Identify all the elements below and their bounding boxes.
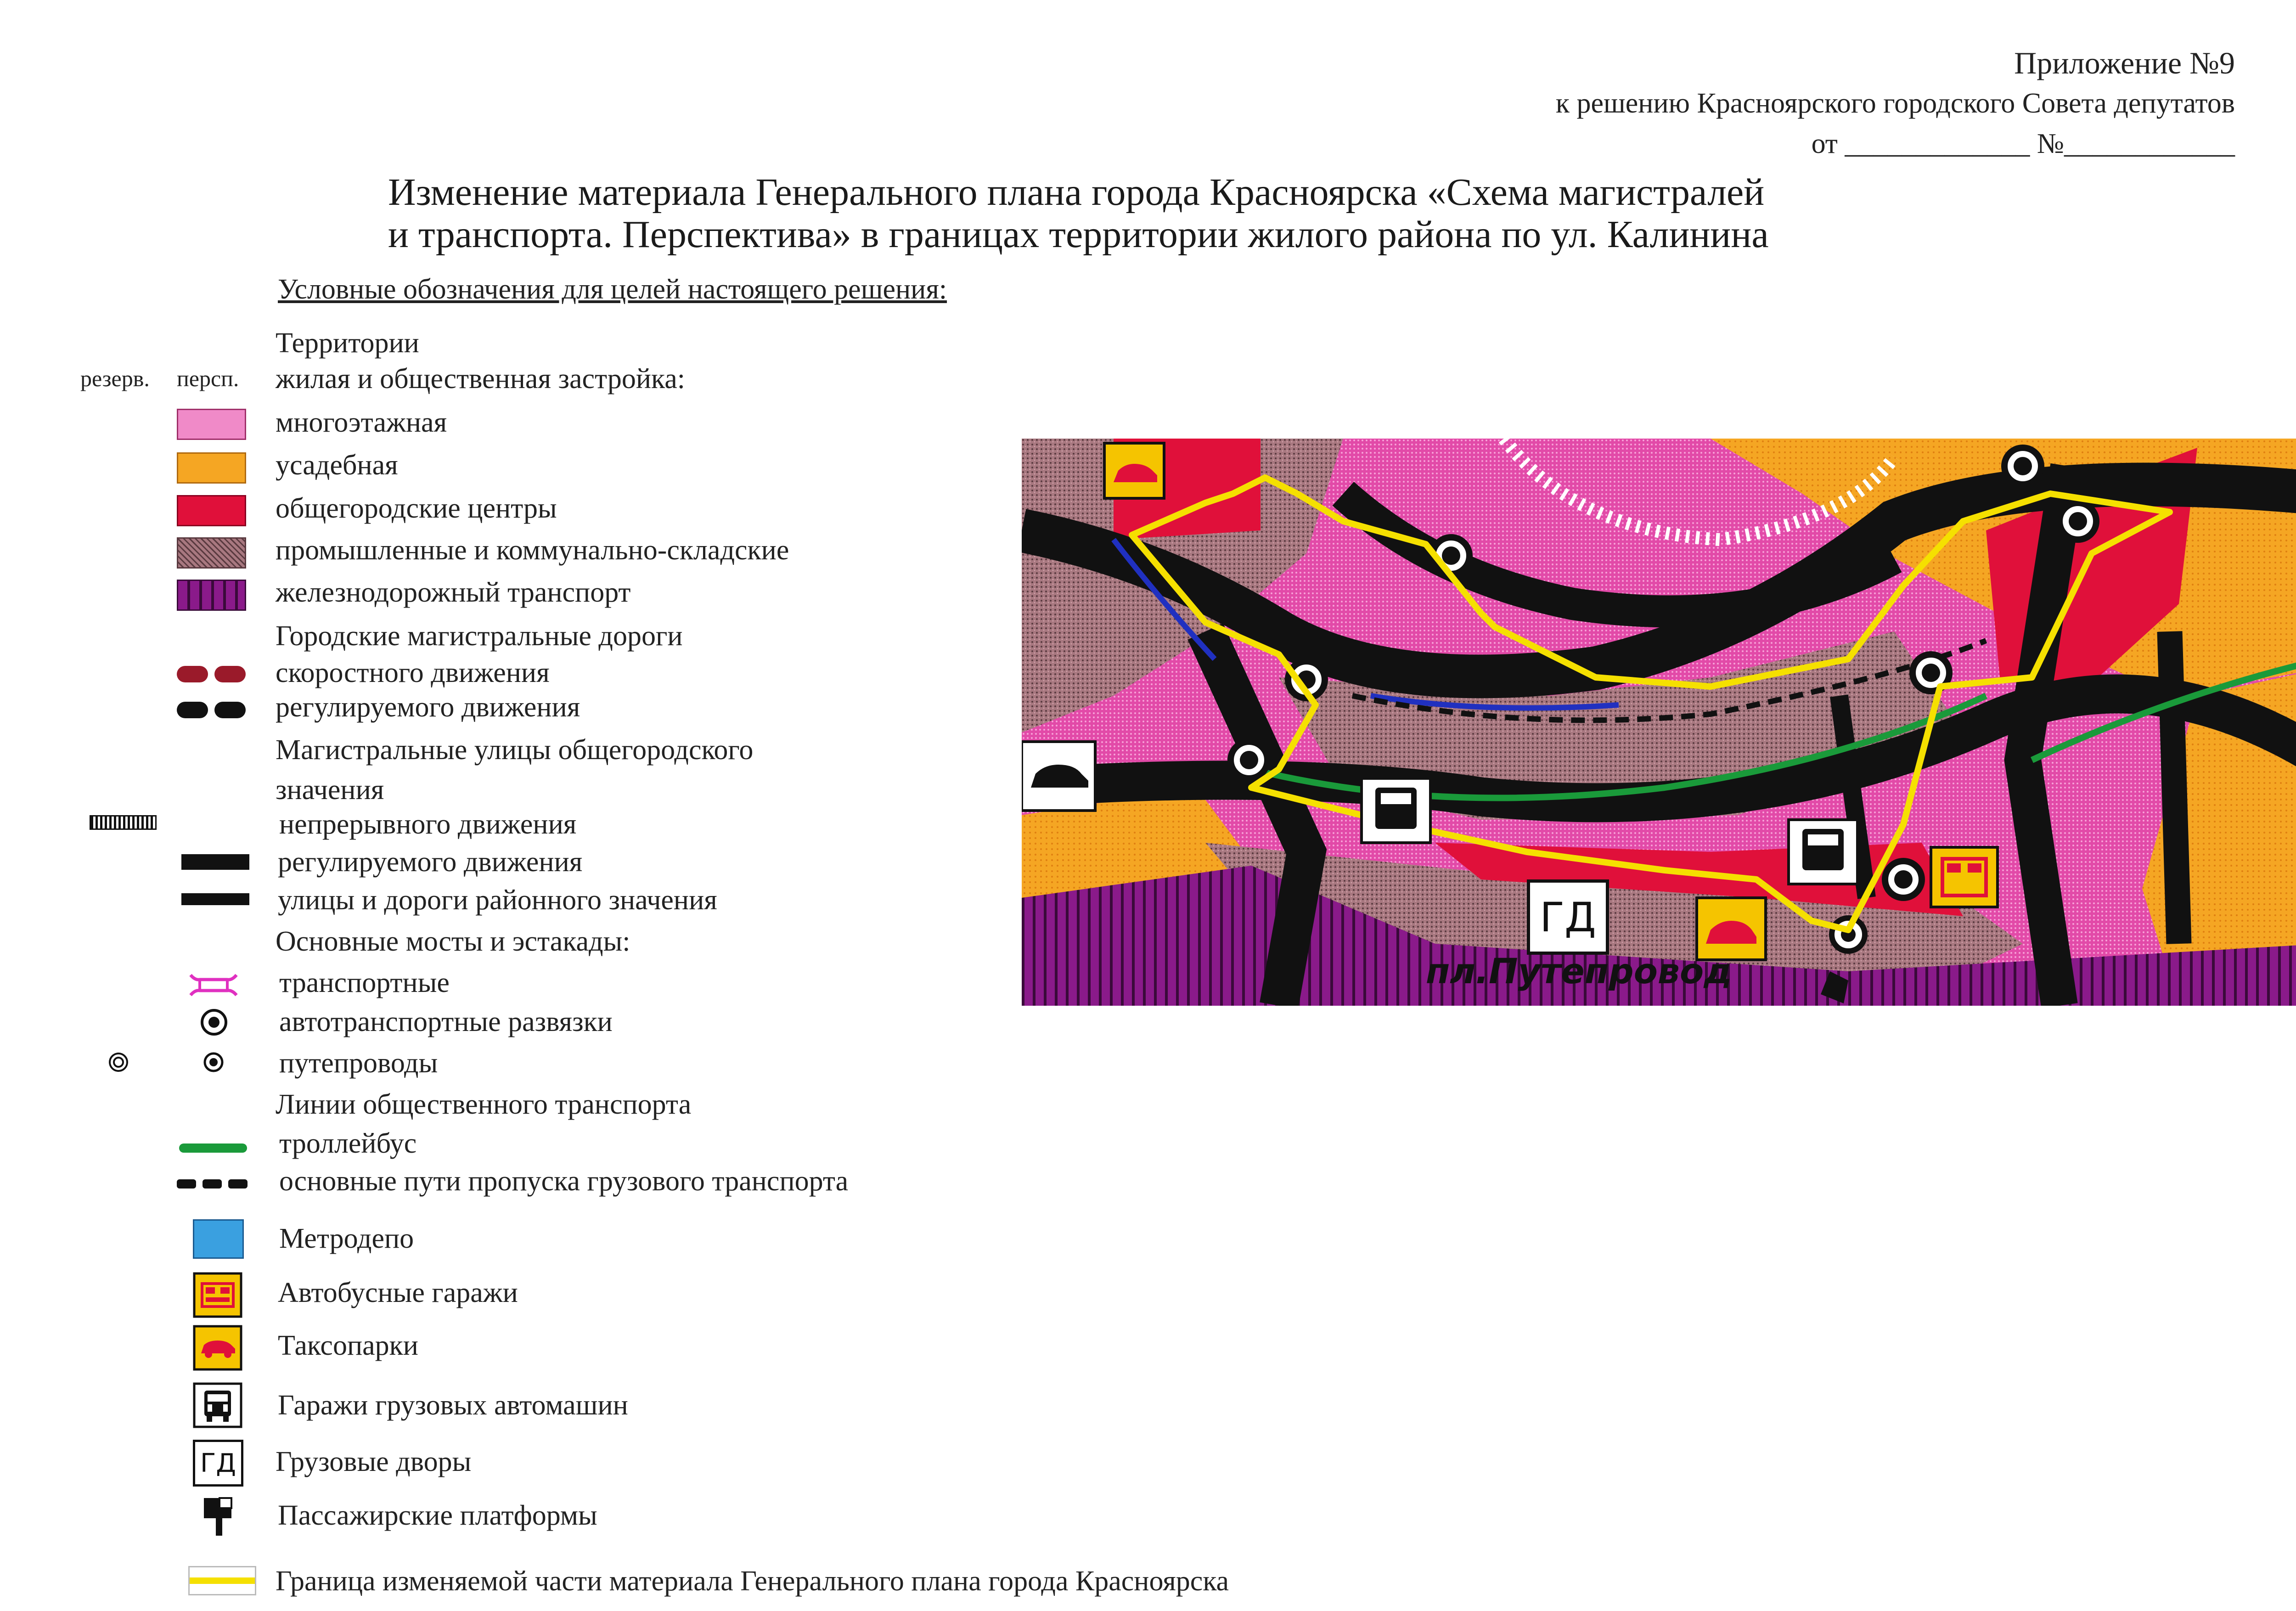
legend-boundary: Граница изменяемой части материала Генерального плана города Красноярска [276, 1566, 1229, 1597]
swatch-railway [177, 580, 246, 611]
legend-overpasses: путепроводы [279, 1048, 438, 1079]
legend-freight-yards: Грузовые дворы [276, 1446, 472, 1477]
swatch-city-centers [177, 495, 246, 526]
legend-trolleybus: троллейбус [279, 1128, 417, 1159]
swatch-cargo-routes [177, 1179, 248, 1189]
page-title-line-1: Изменение материала Генерального плана города Красноярска «Схема магистралей [388, 171, 1765, 214]
map-street-label: пл.Путепровод [1426, 951, 1732, 991]
truck-garage-marker-1 [1362, 778, 1430, 843]
legend-city-streets-2: значения [276, 774, 384, 806]
legend-industrial: промышленные и коммунально-складские [276, 535, 789, 566]
legend-bridges: Основные мосты и эстакады: [276, 926, 630, 957]
legend-city-centers: общегородские центры [276, 493, 557, 524]
legend-metro-depot: Метродепо [279, 1223, 414, 1254]
legend-col-prospect: персп. [177, 366, 239, 391]
legend-interchanges: автотранспортные развязки [279, 1006, 613, 1037]
legend-regulated2: регулируемого движения [278, 846, 583, 878]
overpass-reserve-icon [108, 1052, 129, 1073]
taxi-park-icon [193, 1325, 242, 1371]
legend-continuous: непрерывного движения [279, 809, 577, 840]
legend-transport-bridges: транспортные [279, 967, 450, 998]
swatch-estate [177, 452, 246, 484]
legend-truck-garages: Гаражи грузовых автомашин [278, 1390, 628, 1421]
legend-district-roads: улицы и дороги районного значения [278, 884, 717, 916]
swatch-industrial [177, 537, 246, 569]
legend-residential-title: жилая и общественная застройка: [276, 363, 685, 394]
interchange-icon [200, 1008, 228, 1036]
legend-multistorey: многоэтажная [276, 407, 447, 438]
bus-garage-icon [193, 1272, 242, 1318]
swatch-regulated-street [181, 854, 249, 870]
legend-city-streets-1: Магистральные улицы общегородского [276, 734, 754, 766]
car-marker-west [1022, 742, 1095, 811]
legend-heading: Условные обозначения для целей настоящего решения: [278, 274, 947, 305]
overpass-prospect-icon [203, 1052, 224, 1073]
legend-cargo-routes: основные пути пропуска грузового транспорта [279, 1166, 849, 1197]
legend-high-speed: скоростного движения [276, 657, 550, 688]
map-canvas [1022, 439, 2296, 1006]
swatch-district-roads [181, 893, 249, 905]
legend-public-transport: Линии общественного транспорта [276, 1089, 692, 1120]
swatch-high-speed [177, 666, 246, 682]
date-number-line: от _____________ №____________ [1811, 128, 2235, 159]
freight-yard-icon-label: ГД [200, 1448, 236, 1478]
swatch-regulated-highway [177, 702, 246, 718]
bridge-icon [188, 971, 239, 999]
bus-garage-marker [1931, 847, 1998, 907]
freight-yard-marker [1527, 879, 1609, 955]
taxi-park-marker-nw [1104, 443, 1164, 498]
appendix-number: Приложение №9 [2014, 45, 2235, 80]
legend-territories-title: Территории [276, 327, 419, 359]
swatch-boundary [188, 1566, 256, 1595]
legend-railway: железнодорожный транспорт [276, 577, 631, 608]
swatch-metro-depot [193, 1219, 244, 1259]
truck-garage-icon [193, 1382, 242, 1428]
legend-city-highways: Городские магистральные дороги [276, 620, 683, 652]
truck-garage-marker-2 [1789, 820, 1857, 884]
decision-reference: к решению Красноярского городского Совета депутатов [1555, 88, 2235, 119]
legend-regulated: регулируемого движения [276, 692, 580, 723]
swatch-trolleybus [179, 1143, 247, 1153]
road-far-east [2170, 631, 2179, 944]
legend-estate: усадебная [276, 450, 398, 481]
legend-passenger-platforms: Пассажирские платформы [278, 1500, 597, 1531]
swatch-continuous [90, 815, 157, 830]
freight-yard-icon [193, 1440, 243, 1487]
map-fragment [1022, 439, 2296, 1006]
legend-taxi-parks: Таксопарки [278, 1330, 418, 1361]
legend-col-reserve: резерв. [80, 366, 150, 391]
passenger-platform-icon [202, 1496, 239, 1538]
swatch-multistorey [177, 409, 246, 440]
page-title-line-2: и транспорта. Перспектива» в границах территории жилого района по ул. Калинина [388, 213, 1769, 256]
freight-yard-marker-label: ГД [1540, 893, 1596, 941]
legend-bus-garages: Автобусные гаражи [278, 1277, 518, 1308]
